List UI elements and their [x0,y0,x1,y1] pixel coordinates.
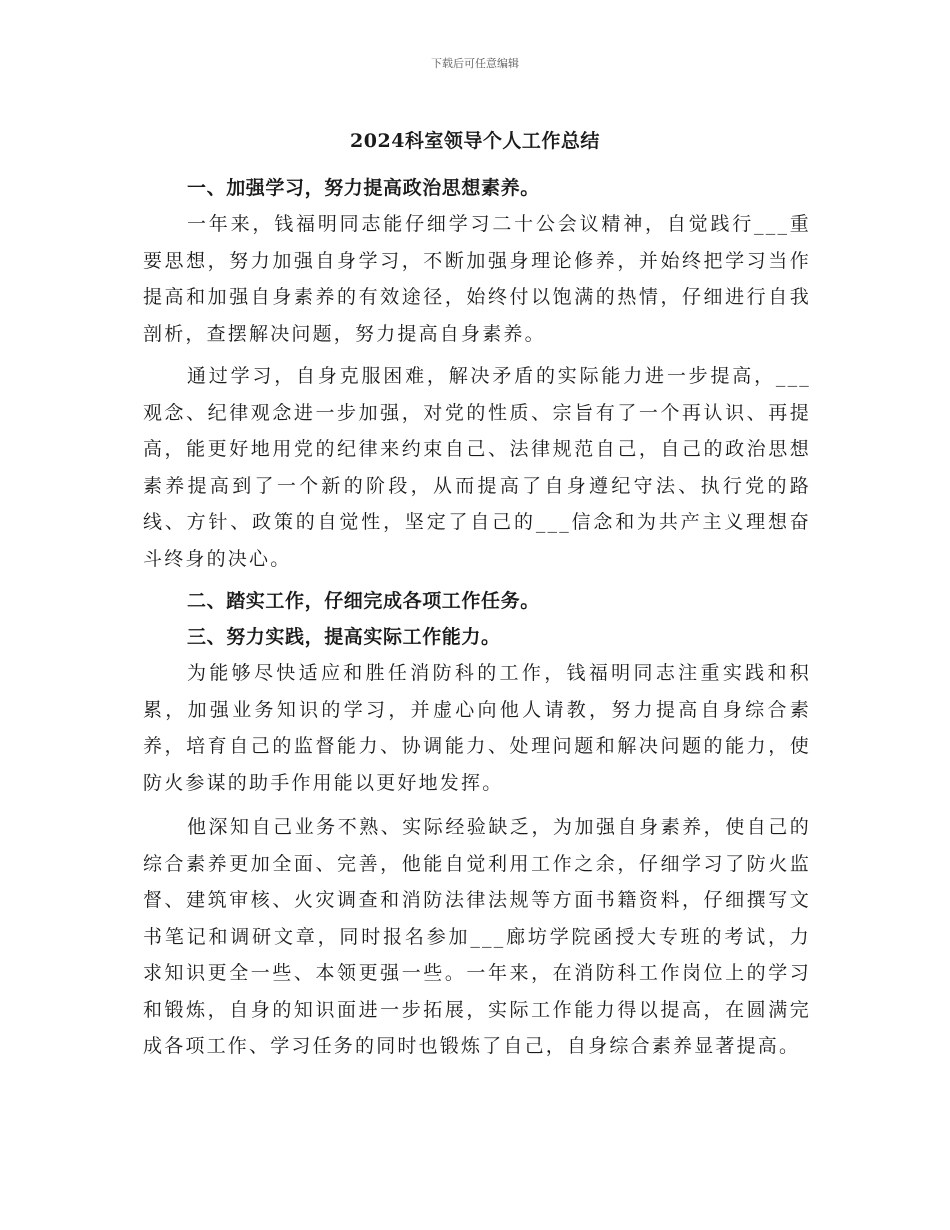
section-1-heading: 一、加强学习，努力提高政治思想素养。 [187,177,540,199]
document-body [143,170,811,1065]
section-3-paragraph-1: 为能够尽快适应和胜任消防科的工作，钱福明同志注重实践和积累，加强业务知识的学习，并虚心向他人请教，努力提高自身综合素养，培育自己的监督能力、协调能力、处理问题和解决问题的能力，使防火参谋的助手作用能以更好地发挥。 [143,662,811,794]
section-2-heading: 二、踏实工作，仔细完成各项工作任务。 [187,590,540,612]
section-1-paragraph-2: 通过学习，自身克服困难，解决矛盾的实际能力进一步提高，___观念、纪律观念进一步加强，对党的性质、宗旨有了一个再认识、再提高，能更好地用党的纪律来约束自己、法律规范自己，自己的政治思想素养提高到了一个新的阶段，从而提高了自身遵纪守法、执行党的路线、方针、政策的自觉性，坚定了自己的___信念和为共产主义理想奋斗终身的决心。 [143,365,811,570]
section-3-heading: 三、努力实践，提高实际工作能力。 [187,626,501,648]
section-3-paragraph-2: 他深知自己业务不熟、实际经验缺乏，为加强自身素养，使自己的综合素养更加全面、完善，他能自觉利用工作之余，仔细学习了防火监督、建筑审核、火灾调查和消防法律法规等方面书籍资料，仔细撰写文书笔记和调研文章，同时报名参加___廊坊学院函授大专班的考试，力求知识更全一些、本领更强一些。一年来，在消防科工作岗位上的学习和锻炼，自身的知识面进一步拓展，实际工作能力得以提高，在圆满完成各项工作、学习任务的同时也锻炼了自己，自身综合素养显著提高。 [143,816,811,1057]
section-1-paragraph-1: 一年来，钱福明同志能仔细学习二十公会议精神，自觉践行___重要思想，努力加强自身学习，不断加强身理论修养，并始终把学习当作提高和加强自身素养的有效途径，始终付以饱满的热情，仔细进行自我剖析，查摆解决问题，努力提高自身素养。 [143,213,811,345]
header-note: 下载后可任意编辑 [431,57,519,70]
document-title: 2024科室领导个人工作总结 [350,130,600,152]
